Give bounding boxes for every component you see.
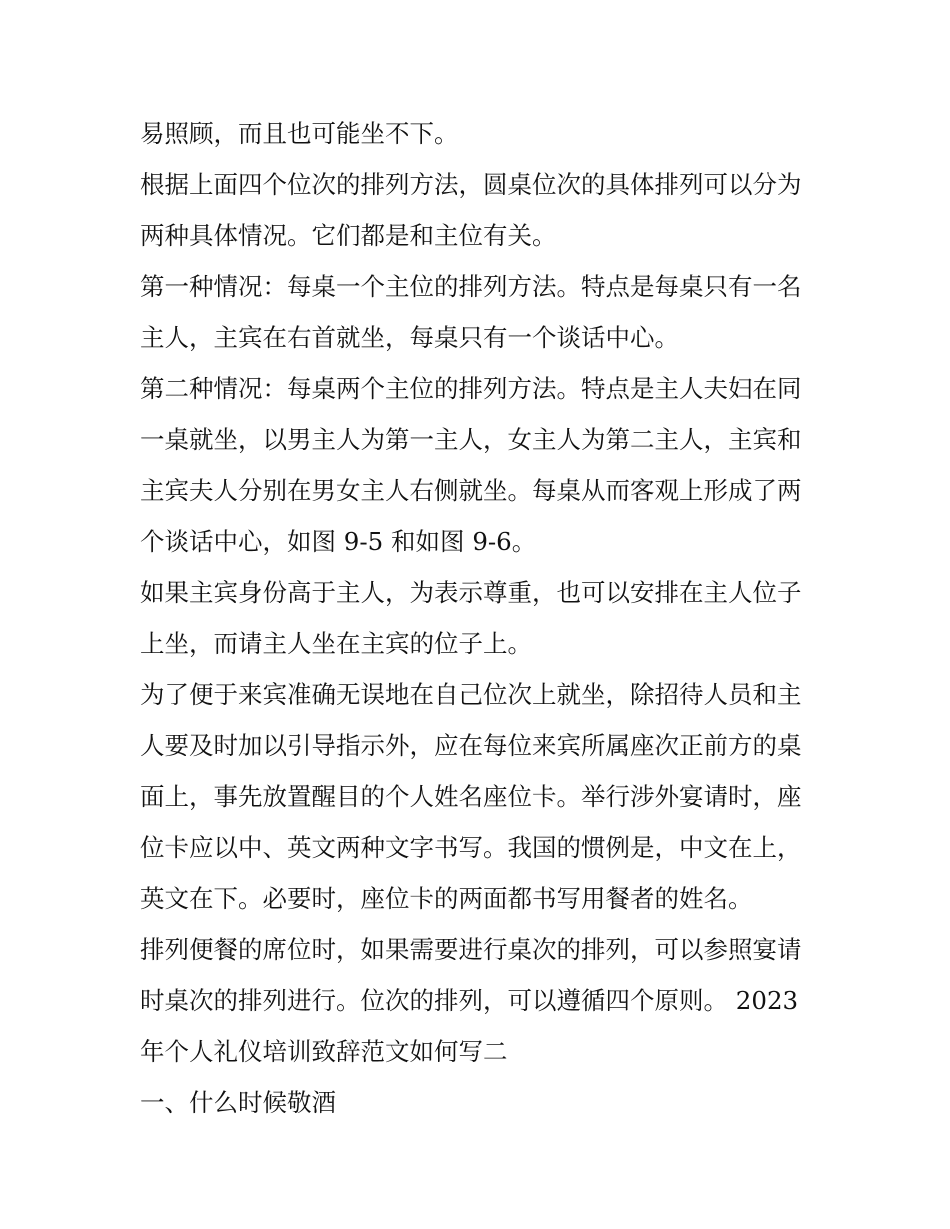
text-line: 第一种情况：每桌一个主位的排列方法。特点是每桌只有一名 <box>140 272 802 301</box>
text-line: 面上，事先放置醒目的个人姓名座位卡。举行涉外宴请时，座 <box>140 782 802 811</box>
text-line: 为了便于来宾准确无误地在自己位次上就坐，除招待人员和主 <box>140 680 802 709</box>
document-page <box>140 108 830 1128</box>
text-line: 主人，主宾在右首就坐，每桌只有一个谈话中心。 <box>140 323 679 352</box>
text-line: 个谈话中心，如图 9-5 和如图 9-6。 <box>140 527 537 556</box>
text-line: 英文在下。必要时，座位卡的两面都书写用餐者的姓名。 <box>140 884 753 913</box>
text-line: 第二种情况：每桌两个主位的排列方法。特点是主人夫妇在同 <box>140 374 802 403</box>
text-line: 根据上面四个位次的排列方法，圆桌位次的具体排列可以分为 <box>140 170 802 199</box>
section-heading: 一、什么时候敬酒 <box>140 1088 336 1117</box>
text-line: 易照顾，而且也可能坐不下。 <box>140 119 459 148</box>
text-line: 时桌次的排列进行。位次的排列，可以遵循四个原则。 2023 <box>140 986 799 1015</box>
text-line: 一桌就坐，以男主人为第一主人，女主人为第二主人，主宾和 <box>140 425 802 454</box>
text-line: 排列便餐的席位时，如果需要进行桌次的排列，可以参照宴请 <box>140 935 802 964</box>
text-line: 上坐，而请主人坐在主宾的位子上。 <box>140 629 532 658</box>
text-line: 主宾夫人分别在男女主人右侧就坐。每桌从而客观上形成了两 <box>140 476 802 505</box>
text-line: 两种具体情况。它们都是和主位有关。 <box>140 221 557 250</box>
text-line: 如果主宾身份高于主人，为表示尊重，也可以安排在主人位子 <box>140 578 802 607</box>
text-line: 人要及时加以引导指示外，应在每位来宾所属座次正前方的桌 <box>140 731 802 760</box>
text-line: 位卡应以中、英文两种文字书写。我国的惯例是，中文在上， <box>140 833 802 862</box>
text-line: 年个人礼仪培训致辞范文如何写二 <box>140 1037 508 1066</box>
